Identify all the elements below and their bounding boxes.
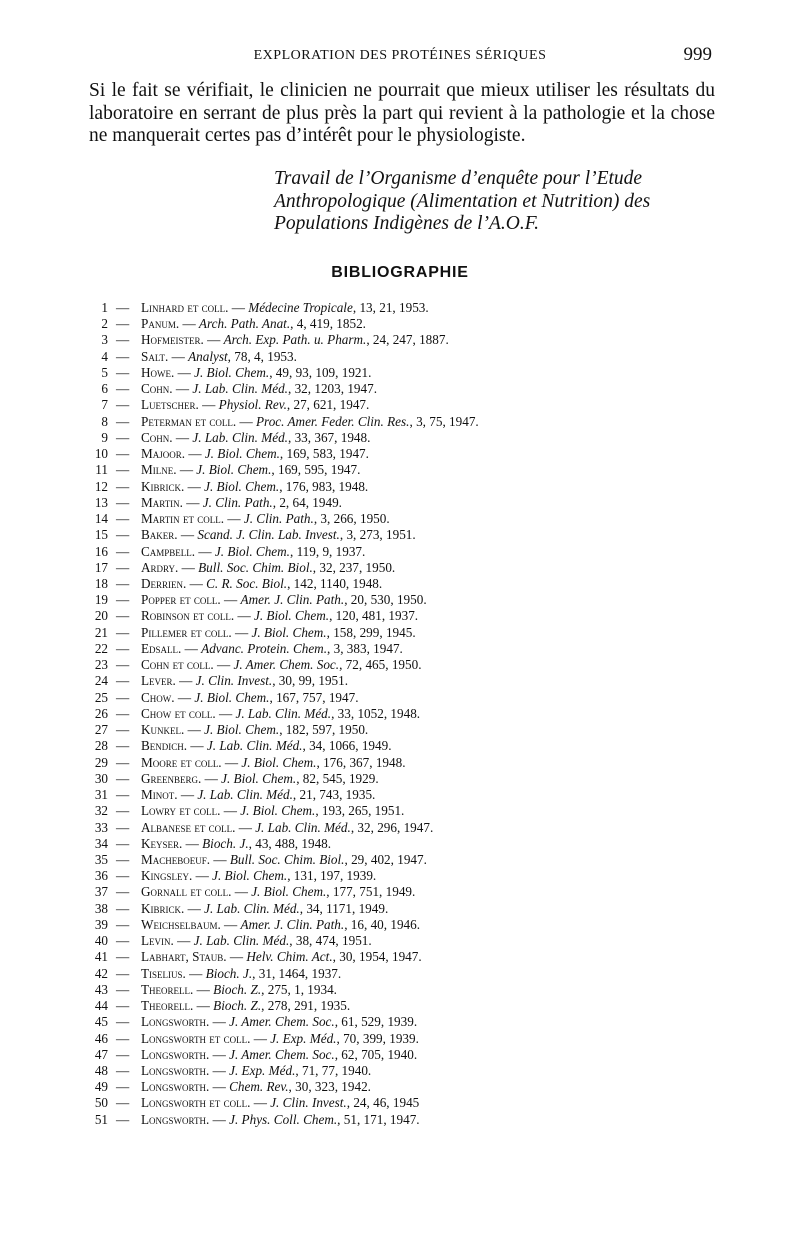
reference-dash: — (116, 803, 130, 819)
reference-item (0, 495, 800, 511)
reference-text: Baker. — Scand. J. Clin. Lab. Invest., 3, 273, 1951. (141, 527, 416, 543)
reference-text: Pillemer et coll. — J. Biol. Chem., 158, 299, 1945. (141, 624, 416, 640)
reference-item (0, 966, 800, 982)
reference-text: Longsworth. — J. Amer. Chem. Soc., 61, 529, 1939. (141, 1014, 418, 1030)
reference-item (0, 657, 800, 673)
reference-text: Peterman et coll. — Proc. Amer. Feder. Clin. Res., 3, 75, 1947. (141, 413, 479, 429)
reference-text: Longsworth. — J. Amer. Chem. Soc., 62, 705, 1940. (141, 1046, 418, 1062)
reference-item (0, 316, 800, 332)
reference-number: 43 (94, 981, 108, 997)
reference-dash: — (116, 738, 130, 754)
reference-text: Levin. — J. Lab. Clin. Méd., 38, 474, 1951. (141, 933, 372, 949)
reference-item (0, 462, 800, 478)
reference-item (0, 397, 800, 413)
reference-text: Moore et coll. — J. Biol. Chem., 176, 367, 1948. (141, 754, 406, 770)
reference-number: 11 (95, 462, 108, 478)
reference-item (0, 901, 800, 917)
reference-item (0, 625, 800, 641)
reference-text: Robinson et coll. — J. Biol. Chem., 120, 481, 1937. (141, 608, 419, 624)
reference-number: 17 (94, 559, 108, 575)
reference-dash: — (116, 527, 130, 543)
reference-text: Macheboeuf. — Bull. Soc. Chim. Biol., 29, 402, 1947. (141, 851, 427, 867)
reference-dash: — (116, 446, 130, 462)
reference-number: 45 (94, 1014, 108, 1030)
reference-item (0, 511, 800, 527)
reference-item (0, 690, 800, 706)
reference-number: 50 (94, 1095, 108, 1111)
reference-item (0, 722, 800, 738)
reference-number: 37 (94, 884, 108, 900)
reference-dash: — (116, 657, 130, 673)
reference-item (0, 300, 800, 316)
reference-item (0, 673, 800, 689)
reference-dash: — (116, 381, 130, 397)
reference-item (0, 592, 800, 608)
reference-dash: — (116, 559, 130, 575)
reference-dash: — (116, 640, 130, 656)
reference-item (0, 933, 800, 949)
reference-dash: — (116, 332, 130, 348)
reference-text: Longsworth. — J. Phys. Coll. Chem., 51, 171, 1947. (141, 1111, 420, 1127)
reference-text: Linhard et coll. — Médecine Tropicale, 13, 21, 1953. (141, 300, 429, 315)
reference-item (0, 738, 800, 754)
reference-dash: — (116, 478, 130, 494)
reference-number: 32 (94, 803, 108, 819)
reference-dash: — (116, 770, 130, 786)
acknowledgment-line: Anthropologique (Alimentation et Nutrition) des (274, 190, 651, 212)
reference-text: Lowry et coll. — J. Biol. Chem., 193, 265, 1951. (141, 803, 405, 819)
reference-text: Longsworth. — J. Exp. Méd., 71, 77, 1940. (141, 1063, 372, 1079)
reference-number: 21 (94, 624, 108, 640)
reference-dash: — (116, 316, 130, 332)
reference-dash: — (116, 900, 130, 916)
reference-item (0, 446, 800, 462)
reference-text: Chow et coll. — J. Lab. Clin. Méd., 33, 1052, 1948. (141, 705, 421, 721)
reference-text: Longsworth et coll. — J. Exp. Méd., 70, 399, 1939. (141, 1030, 419, 1046)
reference-dash: — (116, 981, 130, 997)
reference-text: Milne. — J. Biol. Chem., 169, 595, 1947. (141, 462, 361, 478)
reference-dash: — (116, 673, 130, 689)
reference-number: 3 (101, 332, 108, 348)
reference-number: 26 (94, 705, 108, 721)
reference-number: 9 (101, 429, 108, 445)
reference-number: 48 (94, 1063, 108, 1079)
reference-item (0, 706, 800, 722)
reference-dash: — (116, 1030, 130, 1046)
reference-item (0, 365, 800, 381)
reference-dash: — (116, 1046, 130, 1062)
reference-dash: — (116, 348, 130, 364)
reference-item (0, 349, 800, 365)
reference-item (0, 1079, 800, 1095)
reference-item (0, 884, 800, 900)
reference-text: Keyser. — Bioch. J., 43, 488, 1948. (141, 835, 332, 851)
reference-number: 12 (94, 478, 108, 494)
reference-number: 19 (94, 592, 108, 608)
section-title: BIBLIOGRAPHIE (331, 264, 469, 281)
reference-dash: — (116, 462, 130, 478)
reference-item (0, 917, 800, 933)
reference-text: Kunkel. — J. Biol. Chem., 182, 597, 1950. (141, 722, 369, 738)
reference-dash: — (116, 998, 130, 1014)
reference-dash: — (116, 705, 130, 721)
reference-item (0, 1063, 800, 1079)
reference-item (0, 332, 800, 348)
reference-number: 1 (101, 300, 108, 315)
reference-dash: — (116, 754, 130, 770)
reference-text: Minot. — J. Lab. Clin. Méd., 21, 743, 1935. (141, 787, 376, 803)
reference-dash: — (116, 608, 130, 624)
reference-item (0, 1047, 800, 1063)
running-title: EXPLORATION DES PROTÉINES SÉRIQUES (253, 48, 547, 63)
reference-number: 5 (101, 364, 108, 380)
reference-text: Popper et coll. — Amer. J. Clin. Path., 20, 530, 1950. (141, 592, 427, 608)
reference-number: 23 (94, 657, 108, 673)
reference-item (0, 949, 800, 965)
reference-dash: — (116, 933, 130, 949)
reference-dash: — (116, 835, 130, 851)
reference-number: 22 (94, 640, 108, 656)
reference-dash: — (116, 689, 130, 705)
reference-dash: — (116, 884, 130, 900)
acknowledgment-line: Populations Indigènes de l’A.O.F. (274, 213, 540, 234)
reference-number: 4 (101, 348, 108, 364)
reference-item (0, 479, 800, 495)
reference-number: 44 (94, 998, 108, 1014)
reference-text: Labhart, Staub. — Helv. Chim. Act., 30, 1954, 1947. (141, 949, 422, 965)
reference-item (0, 998, 800, 1014)
reference-number: 51 (94, 1111, 108, 1127)
reference-number: 31 (94, 787, 108, 803)
reference-text: Panum. — Arch. Path. Anat., 4, 419, 1852. (141, 316, 366, 332)
reference-text: Gornall et coll. — J. Biol. Chem., 177, 751, 1949. (141, 884, 416, 900)
reference-text: Lever. — J. Clin. Invest., 30, 99, 1951. (141, 673, 349, 689)
reference-dash: — (116, 494, 130, 510)
reference-item (0, 755, 800, 771)
reference-text: Theorell. — Bioch. Z., 278, 291, 1935. (141, 998, 351, 1014)
reference-dash: — (116, 624, 130, 640)
reference-text: Martin. — J. Clin. Path., 2, 64, 1949. (141, 494, 342, 510)
reference-number: 39 (94, 916, 108, 932)
reference-dash: — (116, 1014, 130, 1030)
reference-item (0, 1112, 800, 1128)
reference-text: Kingsley. — J. Biol. Chem., 131, 197, 1939. (141, 868, 377, 884)
reference-dash: — (116, 949, 130, 965)
page-header (0, 44, 800, 68)
reference-number: 38 (94, 900, 108, 916)
reference-text: Howe. — J. Biol. Chem., 49, 93, 109, 1921. (141, 364, 372, 380)
page-number: 999 (683, 44, 712, 65)
reference-text: Longsworth. — Chem. Rev., 30, 323, 1942. (141, 1079, 371, 1095)
reference-number: 14 (94, 511, 108, 527)
reference-number: 24 (94, 673, 108, 689)
reference-text: Campbell. — J. Biol. Chem., 119, 9, 1937. (141, 543, 366, 559)
reference-item (0, 852, 800, 868)
reference-number: 10 (94, 446, 108, 462)
reference-text: Bendich. — J. Lab. Clin. Méd., 34, 1066, 1949. (141, 738, 392, 754)
reference-dash: — (116, 1095, 130, 1111)
reference-text: Kibrick. — J. Lab. Clin. Méd., 34, 1171, 1949. (141, 900, 389, 916)
reference-text: Martin et coll. — J. Clin. Path., 3, 266, 1950. (141, 511, 390, 527)
reference-number: 13 (94, 494, 108, 510)
reference-dash: — (116, 429, 130, 445)
reference-text: Cohn. — J. Lab. Clin. Méd., 32, 1203, 1947. (141, 381, 377, 397)
reference-text: Cohn. — J. Lab. Clin. Méd., 33, 367, 1948. (141, 429, 371, 445)
reference-text: Derrien. — C. R. Soc. Biol., 142, 1140, 1948. (141, 575, 383, 591)
acknowledgment (274, 168, 724, 236)
reference-number: 36 (94, 868, 108, 884)
reference-text: Chow. — J. Biol. Chem., 167, 757, 1947. (141, 689, 359, 705)
reference-number: 33 (94, 819, 108, 835)
reference-number: 30 (94, 770, 108, 786)
reference-number: 34 (94, 835, 108, 851)
reference-text: Edsall. — Advanc. Protein. Chem., 3, 383, 1947. (141, 640, 403, 656)
reference-text: Longsworth et coll. — J. Clin. Invest., 24, 46, 1945 (141, 1095, 420, 1111)
reference-number: 42 (94, 965, 108, 981)
reference-text: Luetscher. — Physiol. Rev., 27, 621, 1947. (141, 397, 370, 413)
reference-number: 40 (94, 933, 108, 949)
reference-item (0, 381, 800, 397)
reference-number: 8 (101, 413, 108, 429)
reference-dash: — (116, 965, 130, 981)
reference-item (0, 1031, 800, 1047)
reference-text: Kibrick. — J. Biol. Chem., 176, 983, 1948. (141, 478, 369, 494)
reference-number: 49 (94, 1079, 108, 1095)
reference-text: Cohn et coll. — J. Amer. Chem. Soc., 72, 465, 1950. (141, 657, 422, 673)
reference-item (0, 787, 800, 803)
reference-number: 29 (94, 754, 108, 770)
reference-item (0, 430, 800, 446)
reference-dash: — (116, 868, 130, 884)
reference-text: Hofmeister. — Arch. Exp. Path. u. Pharm., 24, 247, 1887. (141, 332, 449, 348)
bibliography-list (0, 300, 800, 1128)
reference-text: Greenberg. — J. Biol. Chem., 82, 545, 1929. (141, 770, 379, 786)
reference-text: Ardry. — Bull. Soc. Chim. Biol., 32, 237, 1950. (141, 559, 396, 575)
reference-text: Theorell. — Bioch. Z., 275, 1, 1934. (141, 981, 337, 997)
reference-number: 41 (94, 949, 108, 965)
reference-dash: — (116, 1063, 130, 1079)
reference-item (0, 576, 800, 592)
reference-number: 2 (101, 316, 108, 332)
reference-item (0, 836, 800, 852)
reference-number: 27 (94, 722, 108, 738)
reference-dash: — (116, 1079, 130, 1095)
reference-number: 35 (94, 851, 108, 867)
reference-dash: — (116, 851, 130, 867)
reference-item (0, 820, 800, 836)
reference-dash: — (116, 300, 130, 315)
reference-number: 25 (94, 689, 108, 705)
reference-number: 46 (94, 1030, 108, 1046)
reference-item (0, 868, 800, 884)
reference-item (0, 803, 800, 819)
reference-dash: — (116, 916, 130, 932)
reference-number: 16 (94, 543, 108, 559)
reference-dash: — (116, 413, 130, 429)
reference-dash: — (116, 1111, 130, 1127)
reference-item (0, 641, 800, 657)
reference-dash: — (116, 511, 130, 527)
reference-item (0, 544, 800, 560)
reference-dash: — (116, 364, 130, 380)
reference-number: 47 (94, 1046, 108, 1062)
reference-item (0, 771, 800, 787)
acknowledgment-line: Travail de l’Organisme d’enquête pour l’Etude (274, 168, 643, 189)
reference-text: Tiselius. — Bioch. J., 31, 1464, 1937. (141, 965, 342, 981)
reference-text: Majoor. — J. Biol. Chem., 169, 583, 1947. (141, 446, 369, 462)
reference-item (0, 1014, 800, 1030)
reference-item (0, 560, 800, 576)
reference-item (0, 1095, 800, 1111)
reference-text: Albanese et coll. — J. Lab. Clin. Méd., 32, 296, 1947. (141, 819, 434, 835)
reference-number: 18 (94, 575, 108, 591)
reference-item (0, 527, 800, 543)
reference-item (0, 414, 800, 430)
reference-number: 28 (94, 738, 108, 754)
reference-dash: — (116, 722, 130, 738)
body-paragraph: Si le fait se vérifiait, le clinicien ne pourrait que mieux utiliser les résultats du laboratoire en serrant de plus près la part qui revient à la pathologie et la chose ne manquerait certes pas d’intérêt pour le physiologiste. (89, 80, 715, 146)
reference-item (0, 608, 800, 624)
reference-number: 20 (94, 608, 108, 624)
reference-dash: — (116, 397, 130, 413)
reference-number: 6 (101, 381, 108, 397)
reference-number: 15 (94, 527, 108, 543)
reference-dash: — (116, 543, 130, 559)
reference-number: 7 (101, 397, 108, 413)
reference-dash: — (116, 575, 130, 591)
reference-dash: — (116, 787, 130, 803)
reference-text: Weichselbaum. — Amer. J. Clin. Path., 16, 40, 1946. (141, 916, 421, 932)
reference-item (0, 982, 800, 998)
reference-text: Salt. — Analyst, 78, 4, 1953. (141, 348, 297, 364)
reference-dash: — (116, 592, 130, 608)
reference-dash: — (116, 819, 130, 835)
